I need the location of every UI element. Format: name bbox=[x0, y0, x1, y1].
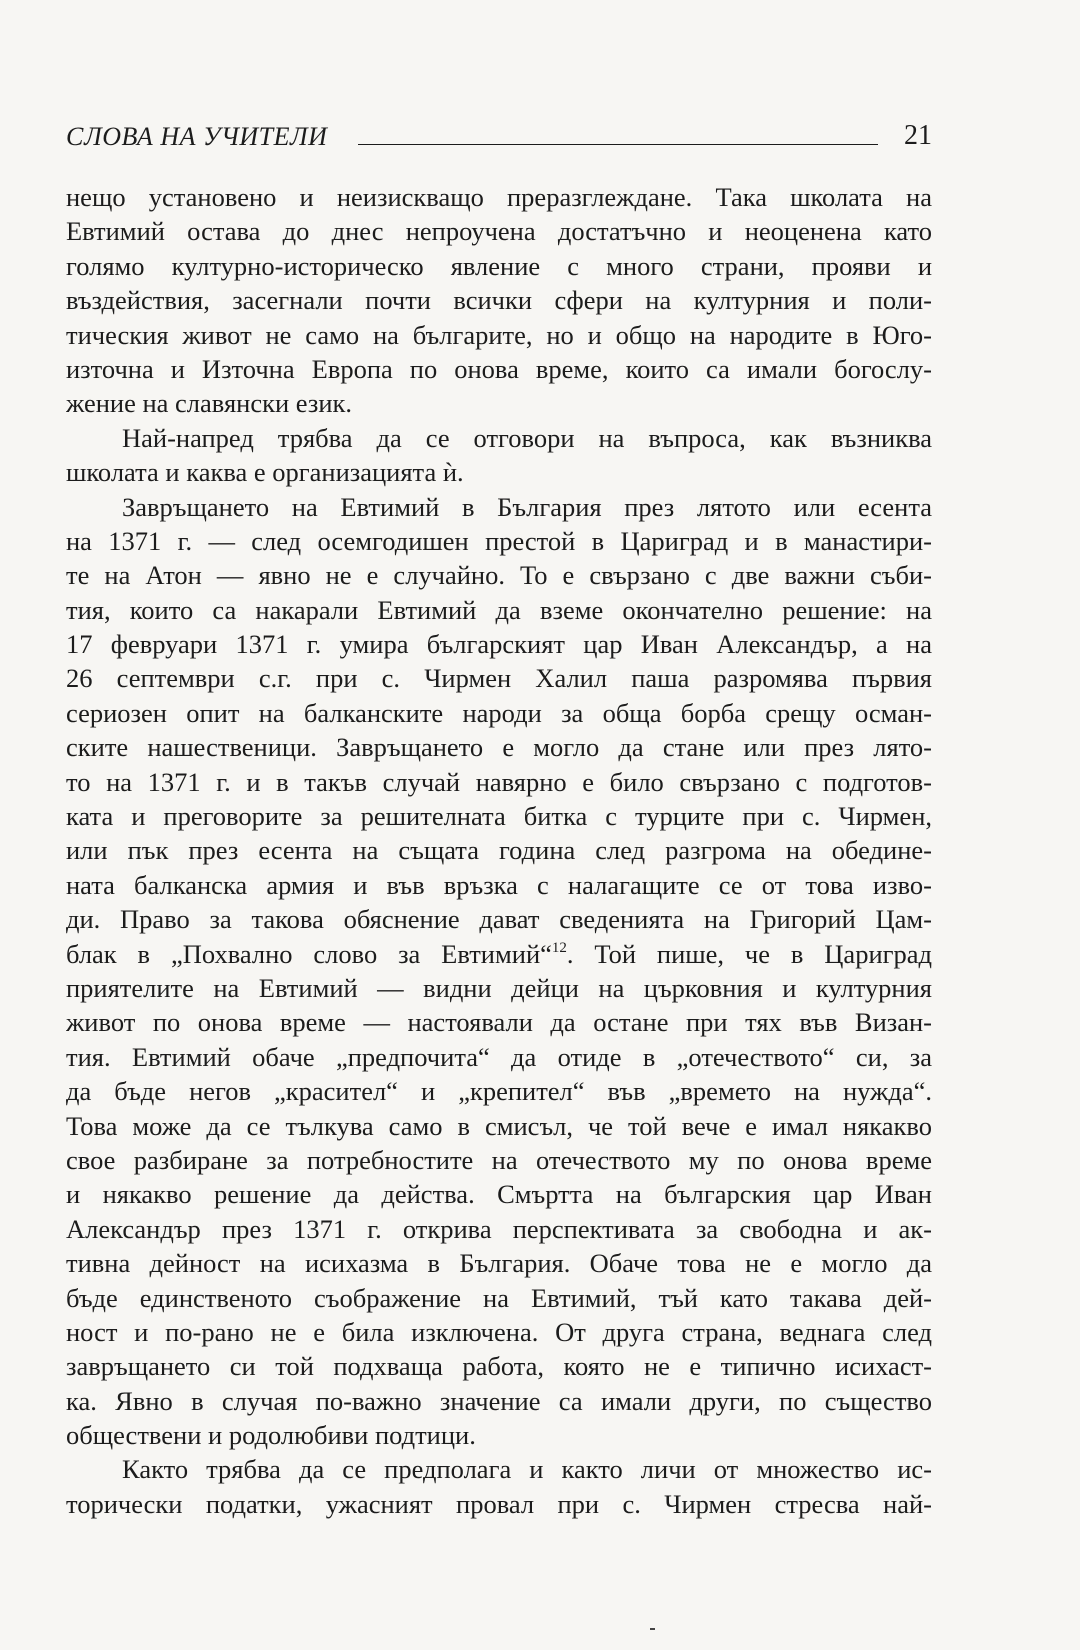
text-line: да бъде негов „красител“ и „крепител“ във „времето на нужда“. bbox=[66, 1076, 932, 1107]
text-line: и някакво решение да действа. Смъртта на българския цар Иван bbox=[66, 1179, 932, 1210]
text-line: източна и Източна Европа по онова време, които са имали богослу- bbox=[66, 353, 932, 384]
footnote-reference[interactable]: 12 bbox=[551, 939, 567, 956]
text-line: те на Атон — явно не е случайно. То е свързано с две важни съби- bbox=[66, 560, 932, 591]
text-line: 26 септември с.г. при с. Чирмен Халил паша разромява първия bbox=[66, 663, 932, 694]
text-line: ната балканска армия и във връзка с налагащите се от това изво- bbox=[66, 869, 932, 900]
text-line: или пък през есента на същата година след разгрома на обедине- bbox=[66, 835, 932, 866]
text-line: Завръщането на Евтимий в България през лятото или есента bbox=[122, 491, 932, 522]
text-line: тическия живот не само на българите, но и общо на народите в Юго- bbox=[66, 319, 932, 350]
text-line: жение на славянски език. bbox=[66, 388, 353, 419]
text-line: въздействия, засегнали почти всички сфери на културния и поли- bbox=[66, 285, 932, 316]
text-line: ските нашественици. Завръщането е могло да стане или през лято- bbox=[66, 732, 932, 763]
paragraph-3 bbox=[66, 490, 932, 1453]
page-number: 21 bbox=[904, 120, 932, 151]
paragraph-1 bbox=[66, 180, 932, 421]
text-fragment: . Той пише, че в Цариград bbox=[566, 938, 932, 969]
text-line: 17 февруари 1371 г. умира българският цар Иван Александър, а на bbox=[66, 629, 932, 660]
text-line: обществени и родолюбиви подтици. bbox=[66, 1420, 476, 1451]
text-line-with-footnote bbox=[66, 937, 932, 971]
text-line: школата и каква е организацията ѝ. bbox=[66, 457, 464, 488]
text-line: то на 1371 г. и в такъв случай навярно е било свързано с подготов- bbox=[66, 766, 932, 797]
paragraph-4 bbox=[66, 1452, 932, 1521]
paragraph-2 bbox=[66, 421, 932, 490]
text-line: тия, които са накарали Евтимий да вземе окончателно решение: на bbox=[66, 594, 932, 625]
text-line: нещо установено и неизискващо преразглеждане. Така школата на bbox=[66, 182, 932, 212]
text-line: на 1371 г. — след осемгодишен престой в Цариград и в манастири- bbox=[66, 525, 932, 556]
text-line: Това може да се тълкува само в смисъл, че той вече е имал някакво bbox=[66, 1110, 932, 1141]
text-line: ката и преговорите за решителната битка с турците при с. Чирмен, bbox=[66, 801, 932, 832]
text-line: свое разбиране за потребностите на отечеството му по онова време bbox=[66, 1144, 932, 1175]
text-line: Както трябва да се предполага и както личи от множество ис- bbox=[122, 1454, 932, 1485]
body-text bbox=[66, 180, 932, 1521]
text-line: тия. Евтимий обаче „предпочита“ да отиде в „отечеството“ си, за bbox=[66, 1041, 932, 1072]
print-speck bbox=[650, 1628, 655, 1630]
text-line: завръщането си той подхваща работа, която не е типично исихаст- bbox=[66, 1351, 932, 1382]
text-line: приятелите на Евтимий — видни дейци на църковния и културния bbox=[66, 972, 932, 1003]
running-title: СЛОВА НА УЧИТЕЛИ bbox=[66, 122, 328, 151]
text-line: тивна дейност на исихазма в България. Обаче това не е могло да bbox=[66, 1248, 932, 1279]
text-line: Най-напред трябва да се отговори на въпроса, как възниква bbox=[122, 422, 932, 453]
text-line: голямо културно-историческо явление с много страни, прояви и bbox=[66, 250, 932, 281]
text-line: ди. Право за такова обяснение дават сведенията на Григорий Цам- bbox=[66, 904, 932, 935]
header-rule bbox=[358, 144, 878, 145]
text-line: сериозен опит на балканските народи за обща борба срещу осман- bbox=[66, 697, 932, 728]
text-line: бъде единственото съображение на Евтимий, тъй като такава дей- bbox=[66, 1282, 932, 1313]
text-line: ка. Явно в случая по-важно значение са имали други, по същество bbox=[66, 1385, 932, 1416]
text-line: ност и по-рано не е била изключена. От друга страна, веднага след bbox=[66, 1316, 932, 1347]
running-header bbox=[66, 118, 932, 158]
text-line: Александър през 1371 г. открива перспективата за свободна и ак- bbox=[66, 1213, 932, 1244]
text-line: Евтимий остава до днес непроучена достатъчно и неоценена като bbox=[66, 216, 932, 247]
text-line: торически податки, ужасният провал при с. Чирмен стресва най- bbox=[66, 1488, 932, 1519]
text-fragment: блак в „Похвално слово за Евтимий“ bbox=[66, 938, 552, 969]
text-line: живот по онова време — настоявали да остане при тях във Визан- bbox=[66, 1007, 932, 1038]
